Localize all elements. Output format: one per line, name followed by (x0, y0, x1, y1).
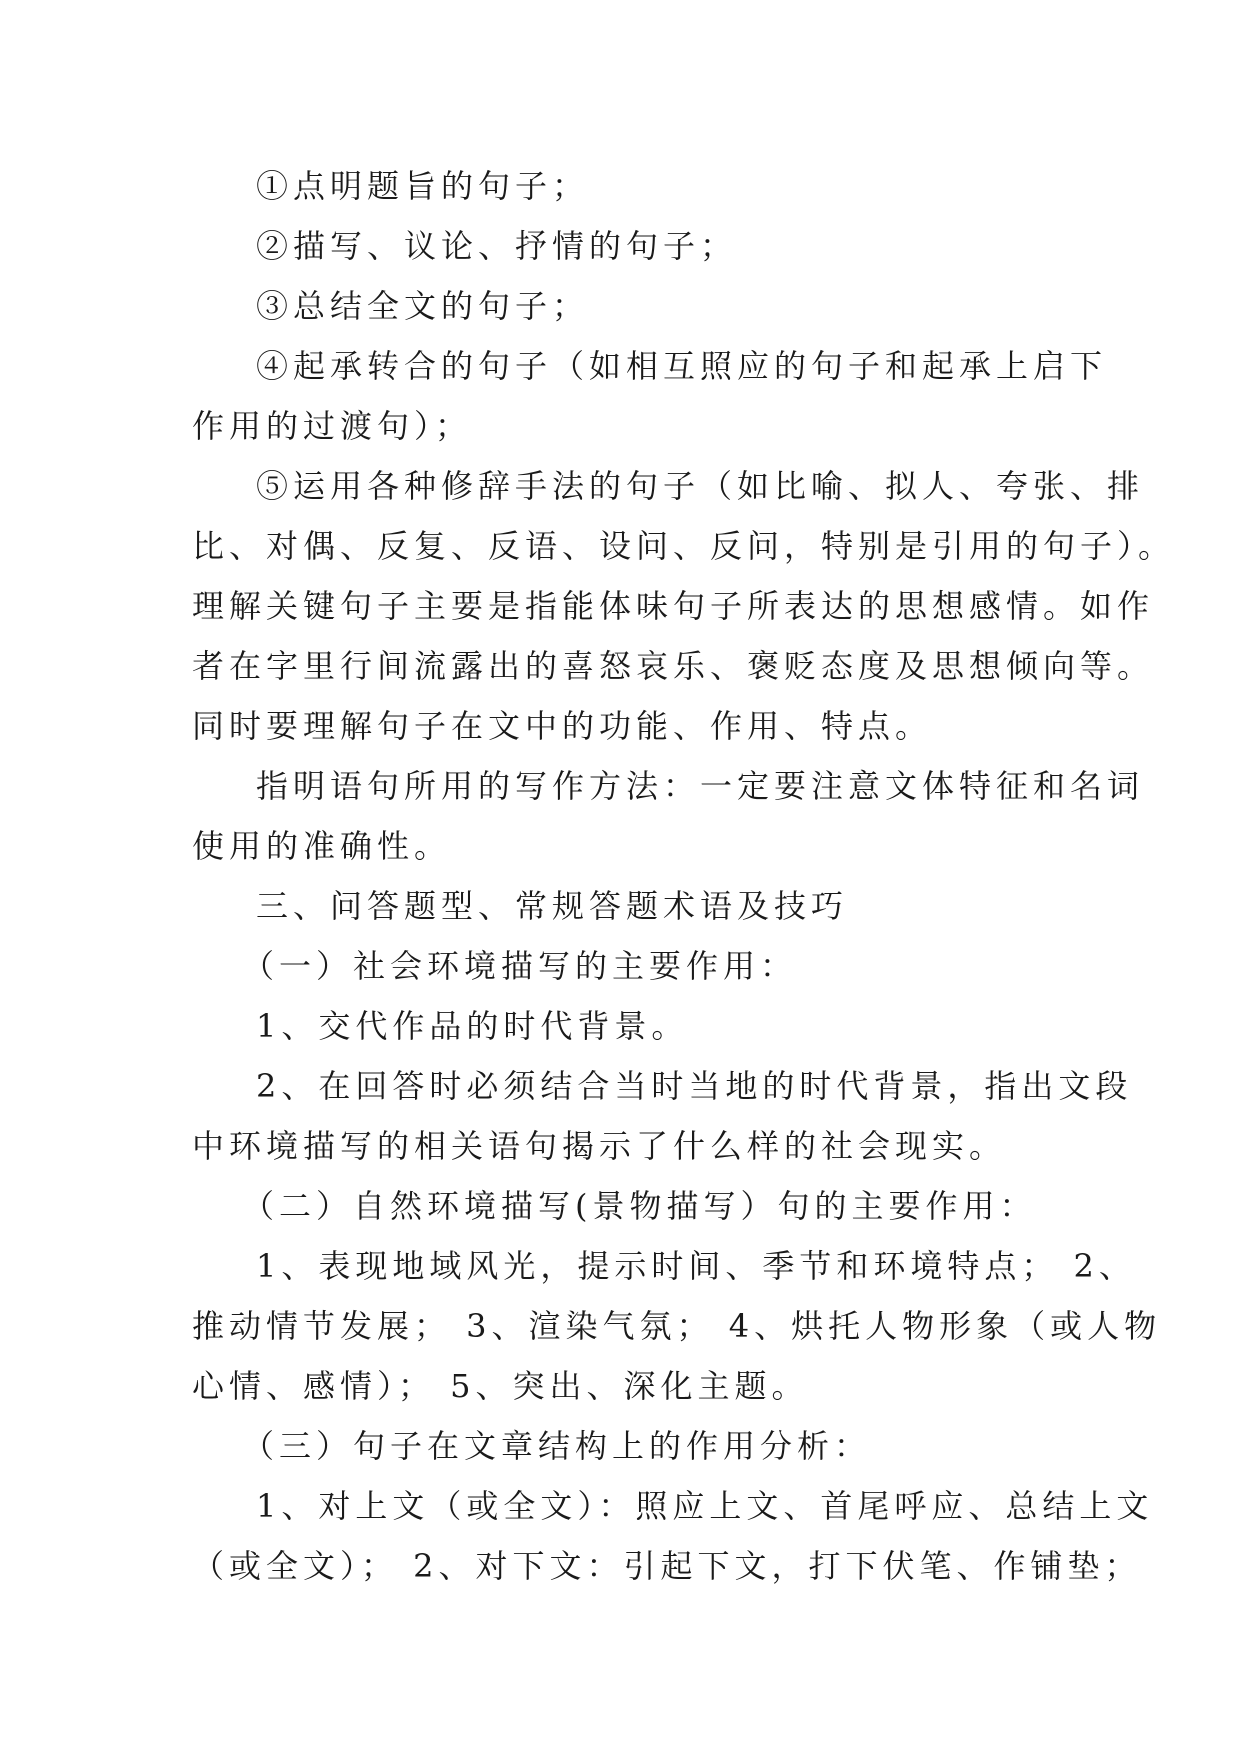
text-line: （或全文）； 2、对下文：引起下文，打下伏笔、作铺垫； (192, 1547, 1142, 1585)
text-line: 理解关键句子主要是指能体味句子所表达的思想感情。如作 (192, 587, 1155, 625)
text-line: ②描写、议论、抒情的句子； (256, 227, 738, 265)
text-line: 比、对偶、反复、反语、设问、反问，特别是引用的句子）。 (192, 527, 1176, 565)
text-line: ④起承转合的句子（如相互照应的句子和起承上启下 (256, 347, 1108, 385)
text-line: 1、表现地域风光，提示时间、季节和环境特点； 2、 (256, 1247, 1136, 1285)
text-line: ⑤运用各种修辞手法的句子（如比喻、拟人、夸张、排 (256, 467, 1145, 505)
text-line: ①点明题旨的句子； (256, 167, 590, 205)
section-heading: 三、问答题型、常规答题术语及技巧 (256, 887, 849, 925)
text-line: 使用的准确性。 (192, 827, 452, 865)
text-line: 指明语句所用的写作方法：一定要注意文体特征和名词 (256, 767, 1145, 805)
text-line: 2、在回答时必须结合当时当地的时代背景，指出文段 (256, 1067, 1133, 1105)
subsection-heading: （二）自然环境描写(景物描写）句的主要作用： (242, 1187, 1037, 1225)
subsection-heading: （一）社会环境描写的主要作用： (242, 947, 798, 985)
text-line: 1、对上文（或全文）：照应上文、首尾呼应、总结上文 (256, 1487, 1154, 1525)
text-line: ③总结全文的句子； (256, 287, 590, 325)
text-line: 推动情节发展； 3、渲染气氛； 4、烘托人物形象（或人物 (192, 1307, 1162, 1345)
text-line: 作用的过渡句）； (192, 407, 473, 445)
document-body (192, 156, 1176, 1596)
text-line: 心情、感情）； 5、突出、深化主题。 (192, 1367, 809, 1405)
text-line: 中环境描写的相关语句揭示了什么样的社会现实。 (192, 1127, 1007, 1165)
text-line: 同时要理解句子在文中的功能、作用、特点。 (192, 707, 933, 745)
text-line: 1、交代作品的时代背景。 (256, 1007, 689, 1045)
text-line: 者在字里行间流露出的喜怒哀乐、褒贬态度及思想倾向等。 (192, 647, 1155, 685)
subsection-heading: （三）句子在文章结构上的作用分析： (242, 1427, 872, 1465)
